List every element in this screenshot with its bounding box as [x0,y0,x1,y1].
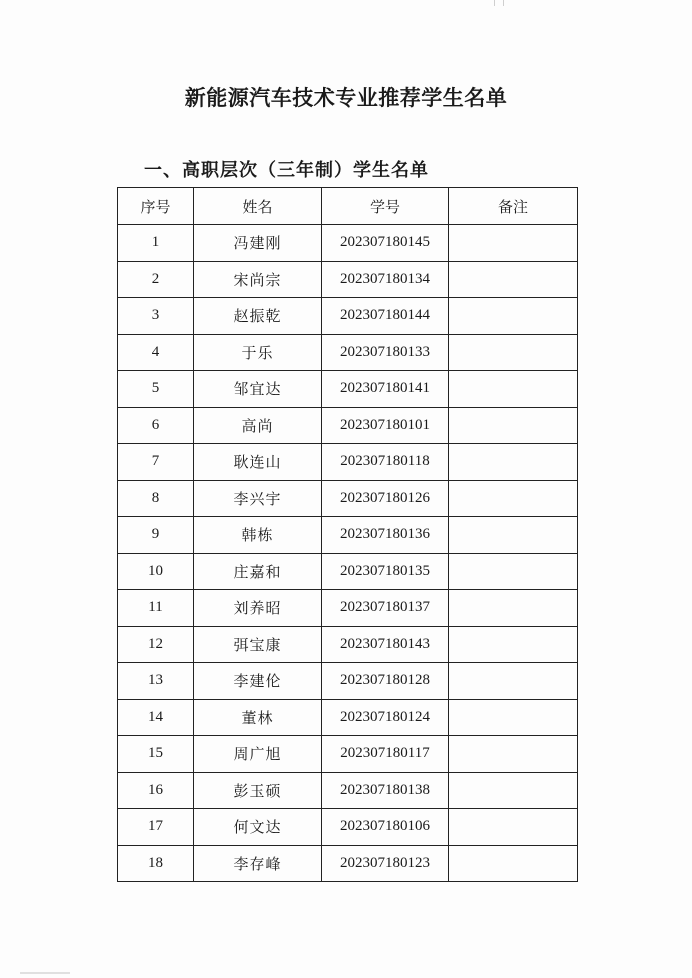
cell-name: 耿连山 [194,444,322,481]
cell-name: 邹宜达 [194,371,322,408]
cell-seq: 3 [118,298,194,335]
table-row [118,480,578,517]
cell-seq: 4 [118,334,194,371]
cell-note [449,845,578,882]
cell-name: 周广旭 [194,736,322,773]
cell-name: 高尚 [194,407,322,444]
scan-artifact [20,972,70,974]
cell-student-id: 202307180136 [322,517,449,554]
cell-note [449,626,578,663]
cell-student-id: 202307180138 [322,772,449,809]
cell-student-id: 202307180143 [322,626,449,663]
table-row [118,663,578,700]
cell-seq: 2 [118,261,194,298]
cell-note [449,517,578,554]
cell-note [449,553,578,590]
table-row [118,736,578,773]
cell-note [449,809,578,846]
cell-name: 李存峰 [194,845,322,882]
table-row [118,809,578,846]
cell-seq: 1 [118,225,194,262]
header-seq: 序号 [118,188,194,225]
cell-seq: 11 [118,590,194,627]
cell-note [449,407,578,444]
student-roster-table [117,187,578,882]
table-row [118,517,578,554]
table-row [118,845,578,882]
cell-student-id: 202307180118 [322,444,449,481]
cell-name: 董林 [194,699,322,736]
cell-student-id: 202307180126 [322,480,449,517]
cell-seq: 15 [118,736,194,773]
cell-seq: 16 [118,772,194,809]
cell-name: 韩栋 [194,517,322,554]
cell-name: 宋尚宗 [194,261,322,298]
cell-student-id: 202307180124 [322,699,449,736]
header-student-id: 学号 [322,188,449,225]
table-row [118,261,578,298]
table-row [118,371,578,408]
cell-student-id: 202307180144 [322,298,449,335]
table-row [118,334,578,371]
cell-note [449,699,578,736]
cell-student-id: 202307180123 [322,845,449,882]
table-body [118,225,578,882]
cell-seq: 10 [118,553,194,590]
cell-name: 彭玉硕 [194,772,322,809]
table-row [118,407,578,444]
header-note: 备注 [449,188,578,225]
cell-student-id: 202307180145 [322,225,449,262]
cell-seq: 14 [118,699,194,736]
cell-student-id: 202307180133 [322,334,449,371]
table-row [118,553,578,590]
cell-seq: 12 [118,626,194,663]
cell-note [449,371,578,408]
cell-seq: 5 [118,371,194,408]
cell-student-id: 202307180106 [322,809,449,846]
header-name: 姓名 [194,188,322,225]
cell-name: 冯建刚 [194,225,322,262]
cell-student-id: 202307180135 [322,553,449,590]
table-row [118,626,578,663]
cell-seq: 7 [118,444,194,481]
cell-seq: 18 [118,845,194,882]
cell-note [449,772,578,809]
table-row [118,590,578,627]
cell-name: 李建伦 [194,663,322,700]
cell-student-id: 202307180137 [322,590,449,627]
table-row [118,444,578,481]
cell-name: 于乐 [194,334,322,371]
cell-name: 李兴宇 [194,480,322,517]
cell-student-id: 202307180101 [322,407,449,444]
table-row [118,298,578,335]
table-row [118,225,578,262]
cell-note [449,261,578,298]
table-row [118,772,578,809]
cell-note [449,444,578,481]
cell-note [449,736,578,773]
scan-artifact [494,0,504,6]
cell-student-id: 202307180117 [322,736,449,773]
cell-seq: 8 [118,480,194,517]
cell-seq: 9 [118,517,194,554]
cell-note [449,590,578,627]
cell-student-id: 202307180128 [322,663,449,700]
cell-student-id: 202307180141 [322,371,449,408]
document-title: 新能源汽车技术专业推荐学生名单 [184,85,508,110]
cell-seq: 13 [118,663,194,700]
section-heading: 一、高职层次（三年制）学生名单 [144,160,429,181]
cell-name: 刘养昭 [194,590,322,627]
cell-note [449,298,578,335]
cell-name: 弭宝康 [194,626,322,663]
cell-note [449,663,578,700]
cell-name: 庄嘉和 [194,553,322,590]
table-row [118,699,578,736]
cell-seq: 17 [118,809,194,846]
cell-note [449,480,578,517]
cell-student-id: 202307180134 [322,261,449,298]
cell-note [449,334,578,371]
cell-note [449,225,578,262]
cell-seq: 6 [118,407,194,444]
table-header-row [118,188,578,225]
cell-name: 何文达 [194,809,322,846]
cell-name: 赵振乾 [194,298,322,335]
